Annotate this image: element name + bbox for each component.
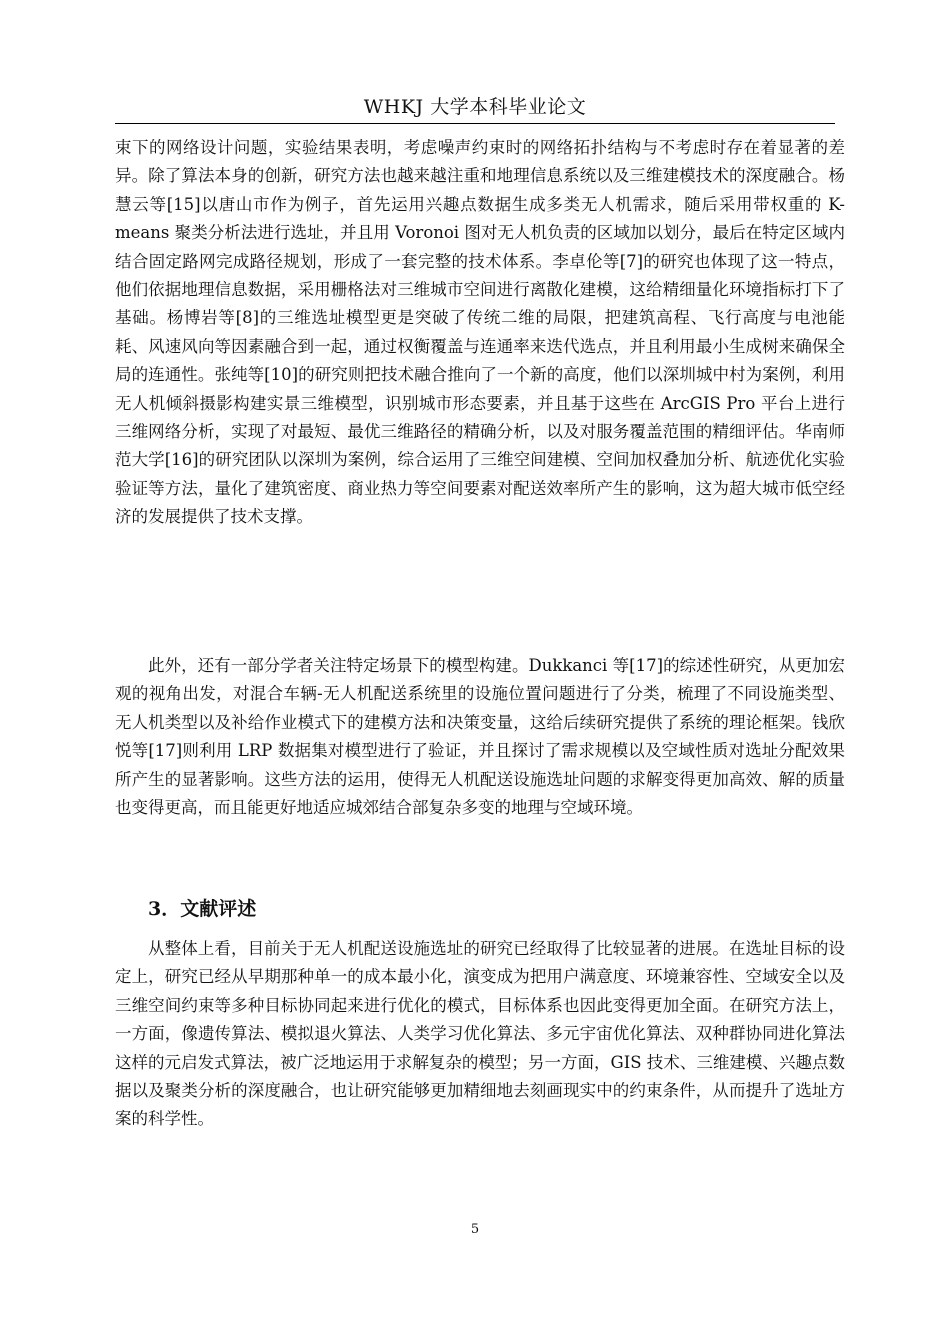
body-paragraph-3-container xyxy=(115,935,845,1134)
section-heading-literature-review: 3．文献评述 xyxy=(148,898,257,920)
body-paragraph-1-container xyxy=(115,134,845,532)
body-paragraph-2-container xyxy=(115,652,845,822)
body-paragraph-3: 从整体上看，目前关于无人机配送设施选址的研究已经取得了比较显著的进展。在选址目标的设定上，研究已经从早期那种单一的成本最小化，演变成为把用户满意度、环境兼容性、空域安全以及三维空间约束等多种目标协同起来进行优化的模式，目标体系也因此变得更加全面。在研究方法上，一方面，像遗传算法、模拟退火算法、人类学习优化算法、多元宇宙优化算法、双种群协同进化算法这样的元启发式算法，被广泛地运用于求解复杂的模型；另一方面，GIS 技术、三维建模、兴趣点数据以及聚类分析的深度融合，也让研究能够更加精细地去刻画现实中的约束条件，从而提升了选址方案的科学性。 xyxy=(115,939,845,1129)
header-divider xyxy=(115,123,835,124)
page-number: 5 xyxy=(470,1222,480,1237)
page-header-title: WHKJ 大学本科毕业论文 xyxy=(363,96,587,118)
body-paragraph-2: 此外，还有一部分学者关注特定场景下的模型构建。Dukkanci 等[17]的综述性研究，从更加宏观的视角出发，对混合车辆-无人机配送系统里的设施位置问题进行了分类，梳理了不同设施类型、无人机类型以及补给作业模式下的建模方法和决策变量，这给后续研究提供了系统的理论框架。钱欣悦等[17]则利用 LRP 数据集对模型进行了验证，并且探讨了需求规模以及空域性质对选址分配效果所产生的显著影响。这些方法的运用，使得无人机配送设施选址问题的求解变得更加高效、解的质量也变得更高，而且能更好地适应城郊结合部复杂多变的地理与空域环境。 xyxy=(115,656,845,818)
body-paragraph-1: 束下的网络设计问题，实验结果表明，考虑噪声约束时的网络拓扑结构与不考虑时存在着显著的差异。除了算法本身的创新，研究方法也越来越注重和地理信息系统以及三维建模技术的深度融合。杨慧云等[15]以唐山市作为例子，首先运用兴趣点数据生成多类无人机需求，随后采用带权重的 K-means 聚类分析法进行选址，并且用 Voronoi 图对无人机负责的区域加以划分，最后在特定区域内结合固定路网完成路径规划，形成了一套完整的技术体系。李卓伦等[7]的研究也体现了这一特点，他们依据地理信息数据，采用栅格法对三维城市空间进行离散化建模，这给精细量化环境指标打下了基础。杨博岩等[8]的三维选址模型更是突破了传统二维的局限，把建筑高程、飞行高度与电池能耗、风速风向等因素融合到一起，通过权衡覆盖与连通率来迭代选点，并且利用最小生成树来确保全局的连通性。张纯等[10]的研究则把技术融合推向了一个新的高度，他们以深圳城中村为案例，利用无人机倾斜摄影构建实景三维模型，识别城市形态要素，并且基于这些在 ArcGIS Pro 平台上进行三维网络分析，实现了对最短、最优三维路径的精确分析，以及对服务覆盖范围的精细评估。华南师范大学[16]的研究团队以深圳为案例，综合运用了三维空间建模、空间加权叠加分析、航迹优化实验验证等方法，量化了建筑密度、商业热力等空间要素对配送效率所产生的影响，这为超大城市低空经济的发展提供了技术支撑。 xyxy=(115,138,845,527)
